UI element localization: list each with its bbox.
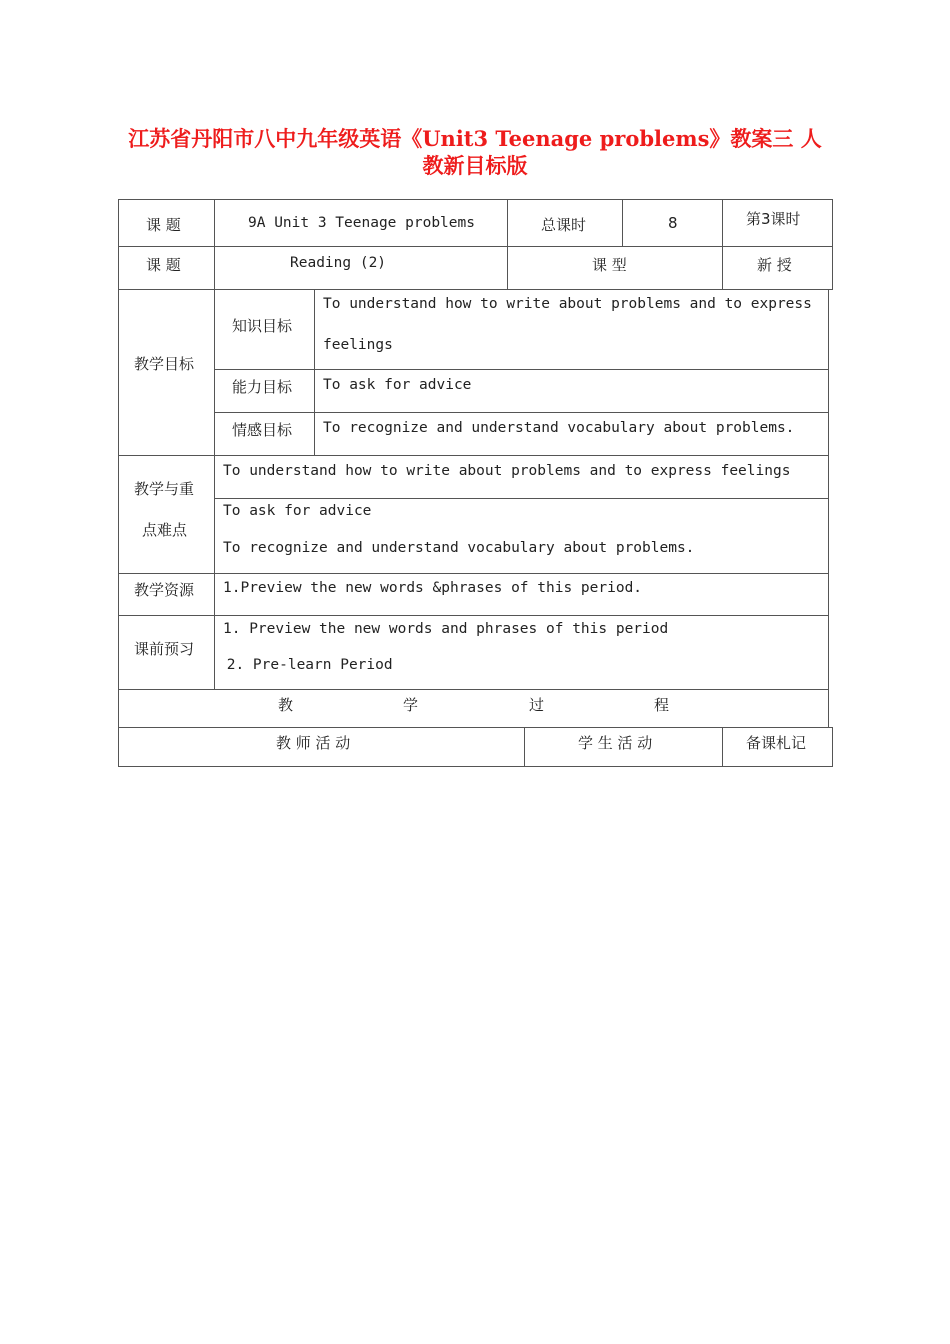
key-points-line3: To recognize and understand vocabulary about problems. xyxy=(223,540,695,556)
total-hours-value: 8 xyxy=(668,214,678,232)
student-activity-header: 学 生 活 动 xyxy=(578,734,653,752)
row1-topic: 9A Unit 3 Teenage problems xyxy=(248,215,475,231)
key-points-label-line1: 教学与重 xyxy=(134,480,195,498)
ability-goal-label: 能力目标 xyxy=(232,378,293,396)
lesson-number: 第3课时 xyxy=(746,210,801,228)
teacher-activity-header: 教 师 活 动 xyxy=(276,734,351,752)
key-points-line2: To ask for advice xyxy=(223,503,372,519)
total-hours-label: 总课时 xyxy=(541,216,587,234)
resources-label: 教学资源 xyxy=(134,581,195,599)
resources-text: 1.Preview the new words &phrases of this period. xyxy=(223,580,643,596)
objectives-label: 教学目标 xyxy=(134,355,195,373)
emotion-goal-text: To recognize and understand vocabulary about problems. xyxy=(323,420,795,436)
process-char-4: 程 xyxy=(654,696,670,714)
document-title-line2: 教新目标版 xyxy=(422,153,528,178)
key-points-line1: To understand how to write about problems and to express feelings xyxy=(223,463,791,479)
preview-line1: 1. Preview the new words and phrases of this period xyxy=(223,621,669,637)
knowledge-goal-label: 知识目标 xyxy=(232,317,293,335)
key-points-label-line2: 点难点 xyxy=(142,521,188,539)
notes-header: 备课札记 xyxy=(746,734,807,752)
document-title-line1: 江苏省丹阳市八中九年级英语《Unit3 Teenage problems》教案三 人 xyxy=(128,126,822,151)
process-char-1: 教 xyxy=(278,696,294,714)
ability-goal-text: To ask for advice xyxy=(323,377,472,393)
preview-label: 课前预习 xyxy=(134,640,195,658)
lesson-type-value: 新 授 xyxy=(757,256,792,274)
knowledge-goal-line1: To understand how to write about problems and to express xyxy=(323,296,812,312)
row2-topic: Reading (2) xyxy=(290,255,387,271)
row2-label: 课 题 xyxy=(146,256,181,274)
process-char-2: 学 xyxy=(403,696,419,714)
preview-line2: 2. Pre-learn Period xyxy=(218,657,393,673)
knowledge-goal-line2: feelings xyxy=(323,337,393,353)
process-char-3: 过 xyxy=(529,696,545,714)
row1-label: 课 题 xyxy=(146,216,181,234)
emotion-goal-label: 情感目标 xyxy=(232,421,293,439)
lesson-type-label: 课 型 xyxy=(592,256,627,274)
